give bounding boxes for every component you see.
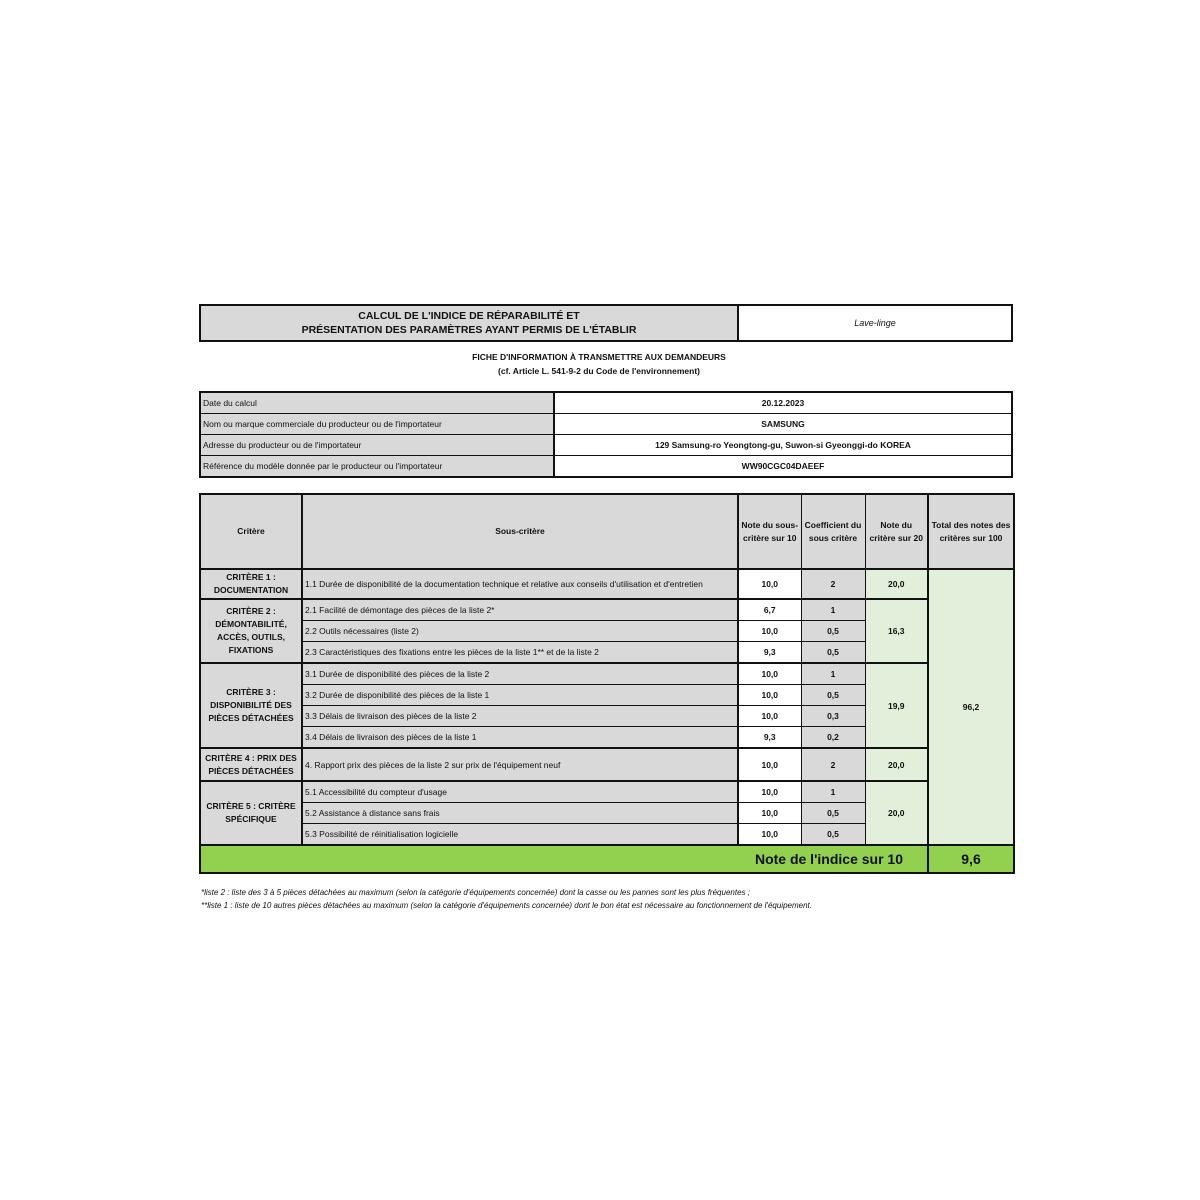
sub-note: 10,0 — [738, 824, 801, 846]
sub-criterion: 1.1 Durée de disponibilité de la documentation technique et relative aux conseils d'utilisation et d'entretien — [302, 569, 738, 599]
coefficient: 0,5 — [801, 824, 865, 846]
sub-criterion: 3.1 Durée de disponibilité des pièces de la liste 2 — [302, 663, 738, 685]
header-critere: Critère — [200, 494, 302, 569]
sub-note: 9,3 — [738, 727, 801, 749]
header-total: Total des notes des critères sur 100 — [928, 494, 1014, 569]
header-note-sous-critere: Note du sous-critère sur 10 — [738, 494, 801, 569]
sub-note: 10,0 — [738, 621, 801, 642]
info-label: Référence du modèle donnée par le producteur ou l'importateur — [200, 456, 554, 478]
info-value: SAMSUNG — [554, 414, 1012, 435]
final-score-row — [200, 845, 1014, 873]
info-label: Adresse du producteur ou de l'importateur — [200, 435, 554, 456]
document-title — [201, 306, 739, 340]
sub-note: 10,0 — [738, 685, 801, 706]
footnote-liste-1: **liste 1 : liste de 10 autres pièces détachées au maximum (selon la catégorie d'équipements concernée) dont le bon état est nécessaire au fonctionnement de l'équipement. — [201, 901, 812, 910]
table-row — [200, 599, 1014, 621]
info-label: Nom ou marque commerciale du producteur ou de l'importateur — [200, 414, 554, 435]
sub-criterion: 3.3 Délais de livraison des pièces de la liste 2 — [302, 706, 738, 727]
info-row-date — [200, 392, 1012, 414]
subtitle-line-1: FICHE D'INFORMATION À TRANSMETTRE AUX DEMANDEURS — [472, 352, 726, 362]
criterion-score: 20,0 — [865, 748, 928, 781]
coefficient: 2 — [801, 748, 865, 781]
coefficient: 1 — [801, 599, 865, 621]
info-value: 20.12.2023 — [554, 392, 1012, 414]
table-row — [200, 781, 1014, 803]
title-line-1: CALCUL DE L'INDICE DE RÉPARABILITÉ ET — [358, 310, 580, 322]
header-coefficient: Coefficient du sous critère — [801, 494, 865, 569]
sub-note: 6,7 — [738, 599, 801, 621]
sub-note: 10,0 — [738, 706, 801, 727]
coefficient: 1 — [801, 781, 865, 803]
sub-criterion: 4. Rapport prix des pièces de la liste 2 sur prix de l'équipement neuf — [302, 748, 738, 781]
criterion-score: 20,0 — [865, 569, 928, 599]
subtitle-line-2: (cf. Article L. 541-9-2 du Code de l'environnement) — [498, 365, 700, 376]
sub-criterion: 3.4 Délais de livraison des pièces de la liste 1 — [302, 727, 738, 749]
coefficient: 0,3 — [801, 706, 865, 727]
sub-criterion: 5.3 Possibilité de réinitialisation logicielle — [302, 824, 738, 846]
table-row — [200, 748, 1014, 781]
criterion-label: CRITÈRE 2 : DÉMONTABILITÉ, ACCÈS, OUTILS, FIXATIONS — [200, 599, 302, 663]
criterion-label: CRITÈRE 3 : DISPONIBILITÉ DES PIÈCES DÉTACHÉES — [200, 663, 302, 748]
product-type: Lave-linge — [854, 318, 896, 328]
coefficient: 2 — [801, 569, 865, 599]
table-row — [200, 569, 1014, 599]
criterion-score: 19,9 — [865, 663, 928, 748]
criterion-label: CRITÈRE 1 : DOCUMENTATION — [200, 569, 302, 599]
sub-note: 9,3 — [738, 642, 801, 664]
header-sous-critere: Sous-critère — [302, 494, 738, 569]
sub-criterion: 2.3 Caractéristiques des fixations entre les pièces de la liste 1** et de la liste 2 — [302, 642, 738, 664]
sub-note: 10,0 — [738, 781, 801, 803]
sub-criterion: 2.1 Facilité de démontage des pièces de la liste 2* — [302, 599, 738, 621]
sub-note: 10,0 — [738, 803, 801, 824]
header-note-critere: Note du critère sur 20 — [865, 494, 928, 569]
coefficient: 0,2 — [801, 727, 865, 749]
score-table — [199, 493, 1015, 874]
sub-note: 10,0 — [738, 748, 801, 781]
table-row — [200, 663, 1014, 685]
final-score-value: 9,6 — [928, 845, 1014, 873]
sub-criterion: 2.2 Outils nécessaires (liste 2) — [302, 621, 738, 642]
title-box — [199, 304, 1013, 342]
footnotes — [201, 886, 1021, 912]
header-row — [200, 494, 1014, 569]
footnote-liste-2: *liste 2 : liste des 3 à 5 pièces détachées au maximum (selon la catégorie d'équipements concernée) dont la casse ou les pannes sont les plus fréquentes ; — [201, 888, 750, 897]
coefficient: 1 — [801, 663, 865, 685]
sub-criterion: 5.2 Assistance à distance sans frais — [302, 803, 738, 824]
sub-criterion: 5.1 Accessibilité du compteur d'usage — [302, 781, 738, 803]
coefficient: 0,5 — [801, 621, 865, 642]
sub-note: 10,0 — [738, 569, 801, 599]
coefficient: 0,5 — [801, 642, 865, 664]
info-value: WW90CGC04DAEEF — [554, 456, 1012, 478]
criterion-score: 20,0 — [865, 781, 928, 845]
info-row-model — [200, 456, 1012, 478]
sub-note: 10,0 — [738, 663, 801, 685]
final-score-label: Note de l'indice sur 10 — [200, 845, 928, 873]
criterion-label: CRITÈRE 4 : PRIX DES PIÈCES DÉTACHÉES — [200, 748, 302, 781]
subtitle — [199, 351, 999, 378]
total-score: 96,2 — [928, 569, 1014, 845]
info-value: 129 Samsung-ro Yeongtong-gu, Suwon-si Gyeonggi-do KOREA — [554, 435, 1012, 456]
title-line-2: PRÉSENTATION DES PARAMÈTRES AYANT PERMIS DE L'ÉTABLIR — [301, 324, 637, 336]
coefficient: 0,5 — [801, 803, 865, 824]
info-label: Date du calcul — [200, 392, 554, 414]
coefficient: 0,5 — [801, 685, 865, 706]
criterion-score: 16,3 — [865, 599, 928, 663]
criterion-label: CRITÈRE 5 : CRITÈRE SPÉCIFIQUE — [200, 781, 302, 845]
info-row-brand — [200, 414, 1012, 435]
info-table — [199, 391, 1013, 478]
sub-criterion: 3.2 Durée de disponibilité des pièces de la liste 1 — [302, 685, 738, 706]
info-row-address — [200, 435, 1012, 456]
